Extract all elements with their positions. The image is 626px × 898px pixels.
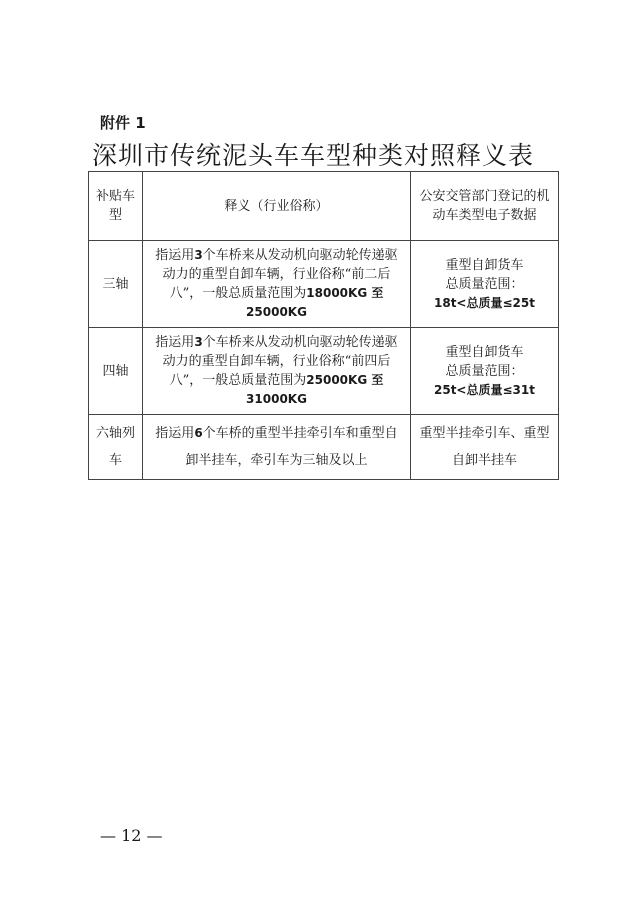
vehicle-type-cell: 三轴 — [89, 241, 143, 328]
table-row — [89, 241, 559, 328]
description-cell — [143, 328, 411, 415]
header-cell: 补贴车型 — [89, 172, 143, 241]
desc-text: 个车桥来从发动机向驱动轮传递驱动力的重型自卸车辆，行业俗称“前二后八”，一般总质量范围为 — [162, 248, 398, 301]
reg-type: 重型自卸货车 — [445, 257, 524, 273]
axle-count: 3 — [194, 335, 203, 349]
desc-text: 指运用 — [155, 248, 195, 263]
registration-cell — [411, 241, 559, 328]
axle-count: 6 — [194, 426, 203, 440]
reg-range-label: 总质量范围： — [445, 276, 524, 292]
desc-text: 个车桥的重型半挂牵引车和重型自卸半挂车，牵引车为三轴及以上 — [185, 426, 398, 468]
reg-range-label: 总质量范围： — [445, 363, 524, 379]
registration-cell: 重型半挂牵引车、重型自卸半挂车 — [411, 415, 559, 480]
desc-text: 个车桥来从发动机向驱动轮传递驱动力的重型自卸车辆，行业俗称“前四后八”，一般总质量范围为 — [162, 335, 398, 388]
table-header-row — [89, 172, 559, 241]
vehicle-type-cell: 六轴列车 — [89, 415, 143, 480]
table-row — [89, 415, 559, 480]
header-cell: 公安交管部门登记的机动车类型电子数据 — [411, 172, 559, 241]
vehicle-type-cell: 四轴 — [89, 328, 143, 415]
desc-text: 指运用 — [155, 335, 195, 350]
weight-range: 18000KG 至 25000KG — [246, 286, 384, 319]
reg-type: 重型自卸货车 — [445, 344, 524, 360]
desc-text: 指运用 — [155, 426, 195, 441]
description-cell — [143, 241, 411, 328]
reg-range: 25t<总质量≤31t — [434, 382, 535, 397]
header-cell: 释义（行业俗称） — [143, 172, 411, 241]
page-number: — 12 — — [100, 826, 163, 845]
weight-range: 25000KG 至 31000KG — [246, 373, 384, 406]
reg-range: 18t<总质量≤25t — [434, 295, 535, 310]
vehicle-type-table — [88, 171, 559, 480]
document-title: 深圳市传统泥头车车型种类对照释义表 — [91, 141, 534, 170]
registration-cell — [411, 328, 559, 415]
attachment-label: 附件 1 — [100, 114, 146, 132]
table-row — [89, 328, 559, 415]
description-cell — [143, 415, 411, 480]
axle-count: 3 — [194, 248, 203, 262]
